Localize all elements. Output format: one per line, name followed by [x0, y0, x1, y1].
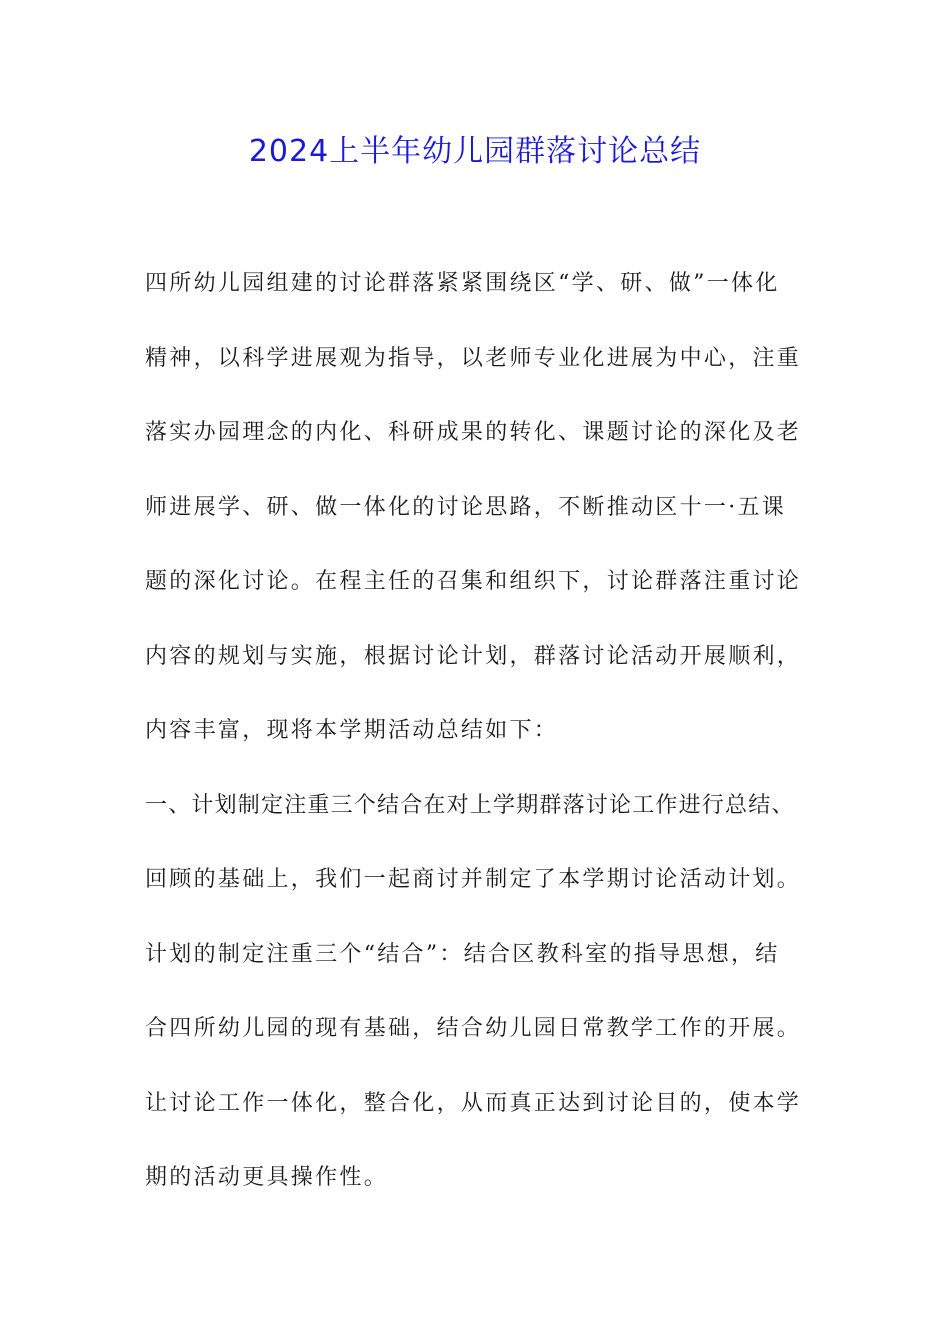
- paragraph-line: 内容丰富，现将本学期活动总结如下：: [145, 718, 559, 743]
- paragraph-line: 内容的规划与实施，根据讨论计划，群落讨论活动开展顺利，: [145, 643, 802, 669]
- section-heading-line: 一、计划制定注重三个结合在对上学期群落讨论工作进行总结、: [145, 792, 795, 818]
- paragraph-line: 期的活动更具操作性。: [145, 1165, 389, 1190]
- paragraph-line: 题的深化讨论。在程主任的召集和组织下，讨论群落注重讨论: [145, 569, 802, 594]
- paragraph-line: 计划的制定注重三个“结合”：结合区教科室的指导思想，结: [145, 941, 780, 967]
- document-title: 2024上半年幼儿园群落讨论总结: [248, 134, 702, 169]
- paragraph-line: 让讨论工作一体化，整合化，从而真正达到讨论目的，使本学: [145, 1090, 802, 1116]
- paragraph-line: 落实办园理念的内化、科研成果的转化、课题讨论的深化及老: [145, 420, 802, 445]
- paragraph-line: 精神，以科学进展观为指导，以老师专业化进展为中心，注重: [145, 345, 802, 371]
- paragraph-line: 回顾的基础上，我们一起商讨并制定了本学期讨论活动计划。: [145, 867, 802, 892]
- paragraph-line: 师进展学、研、做一体化的讨论思路，不断推动区十一·五课: [145, 494, 787, 520]
- paragraph-line: 四所幼儿园组建的讨论群落紧紧围绕区“学、研、做”一体化: [145, 271, 780, 296]
- paragraph-line: 合四所幼儿园的现有基础，结合幼儿园日常教学工作的开展。: [145, 1016, 802, 1041]
- document-body: [145, 262, 825, 1231]
